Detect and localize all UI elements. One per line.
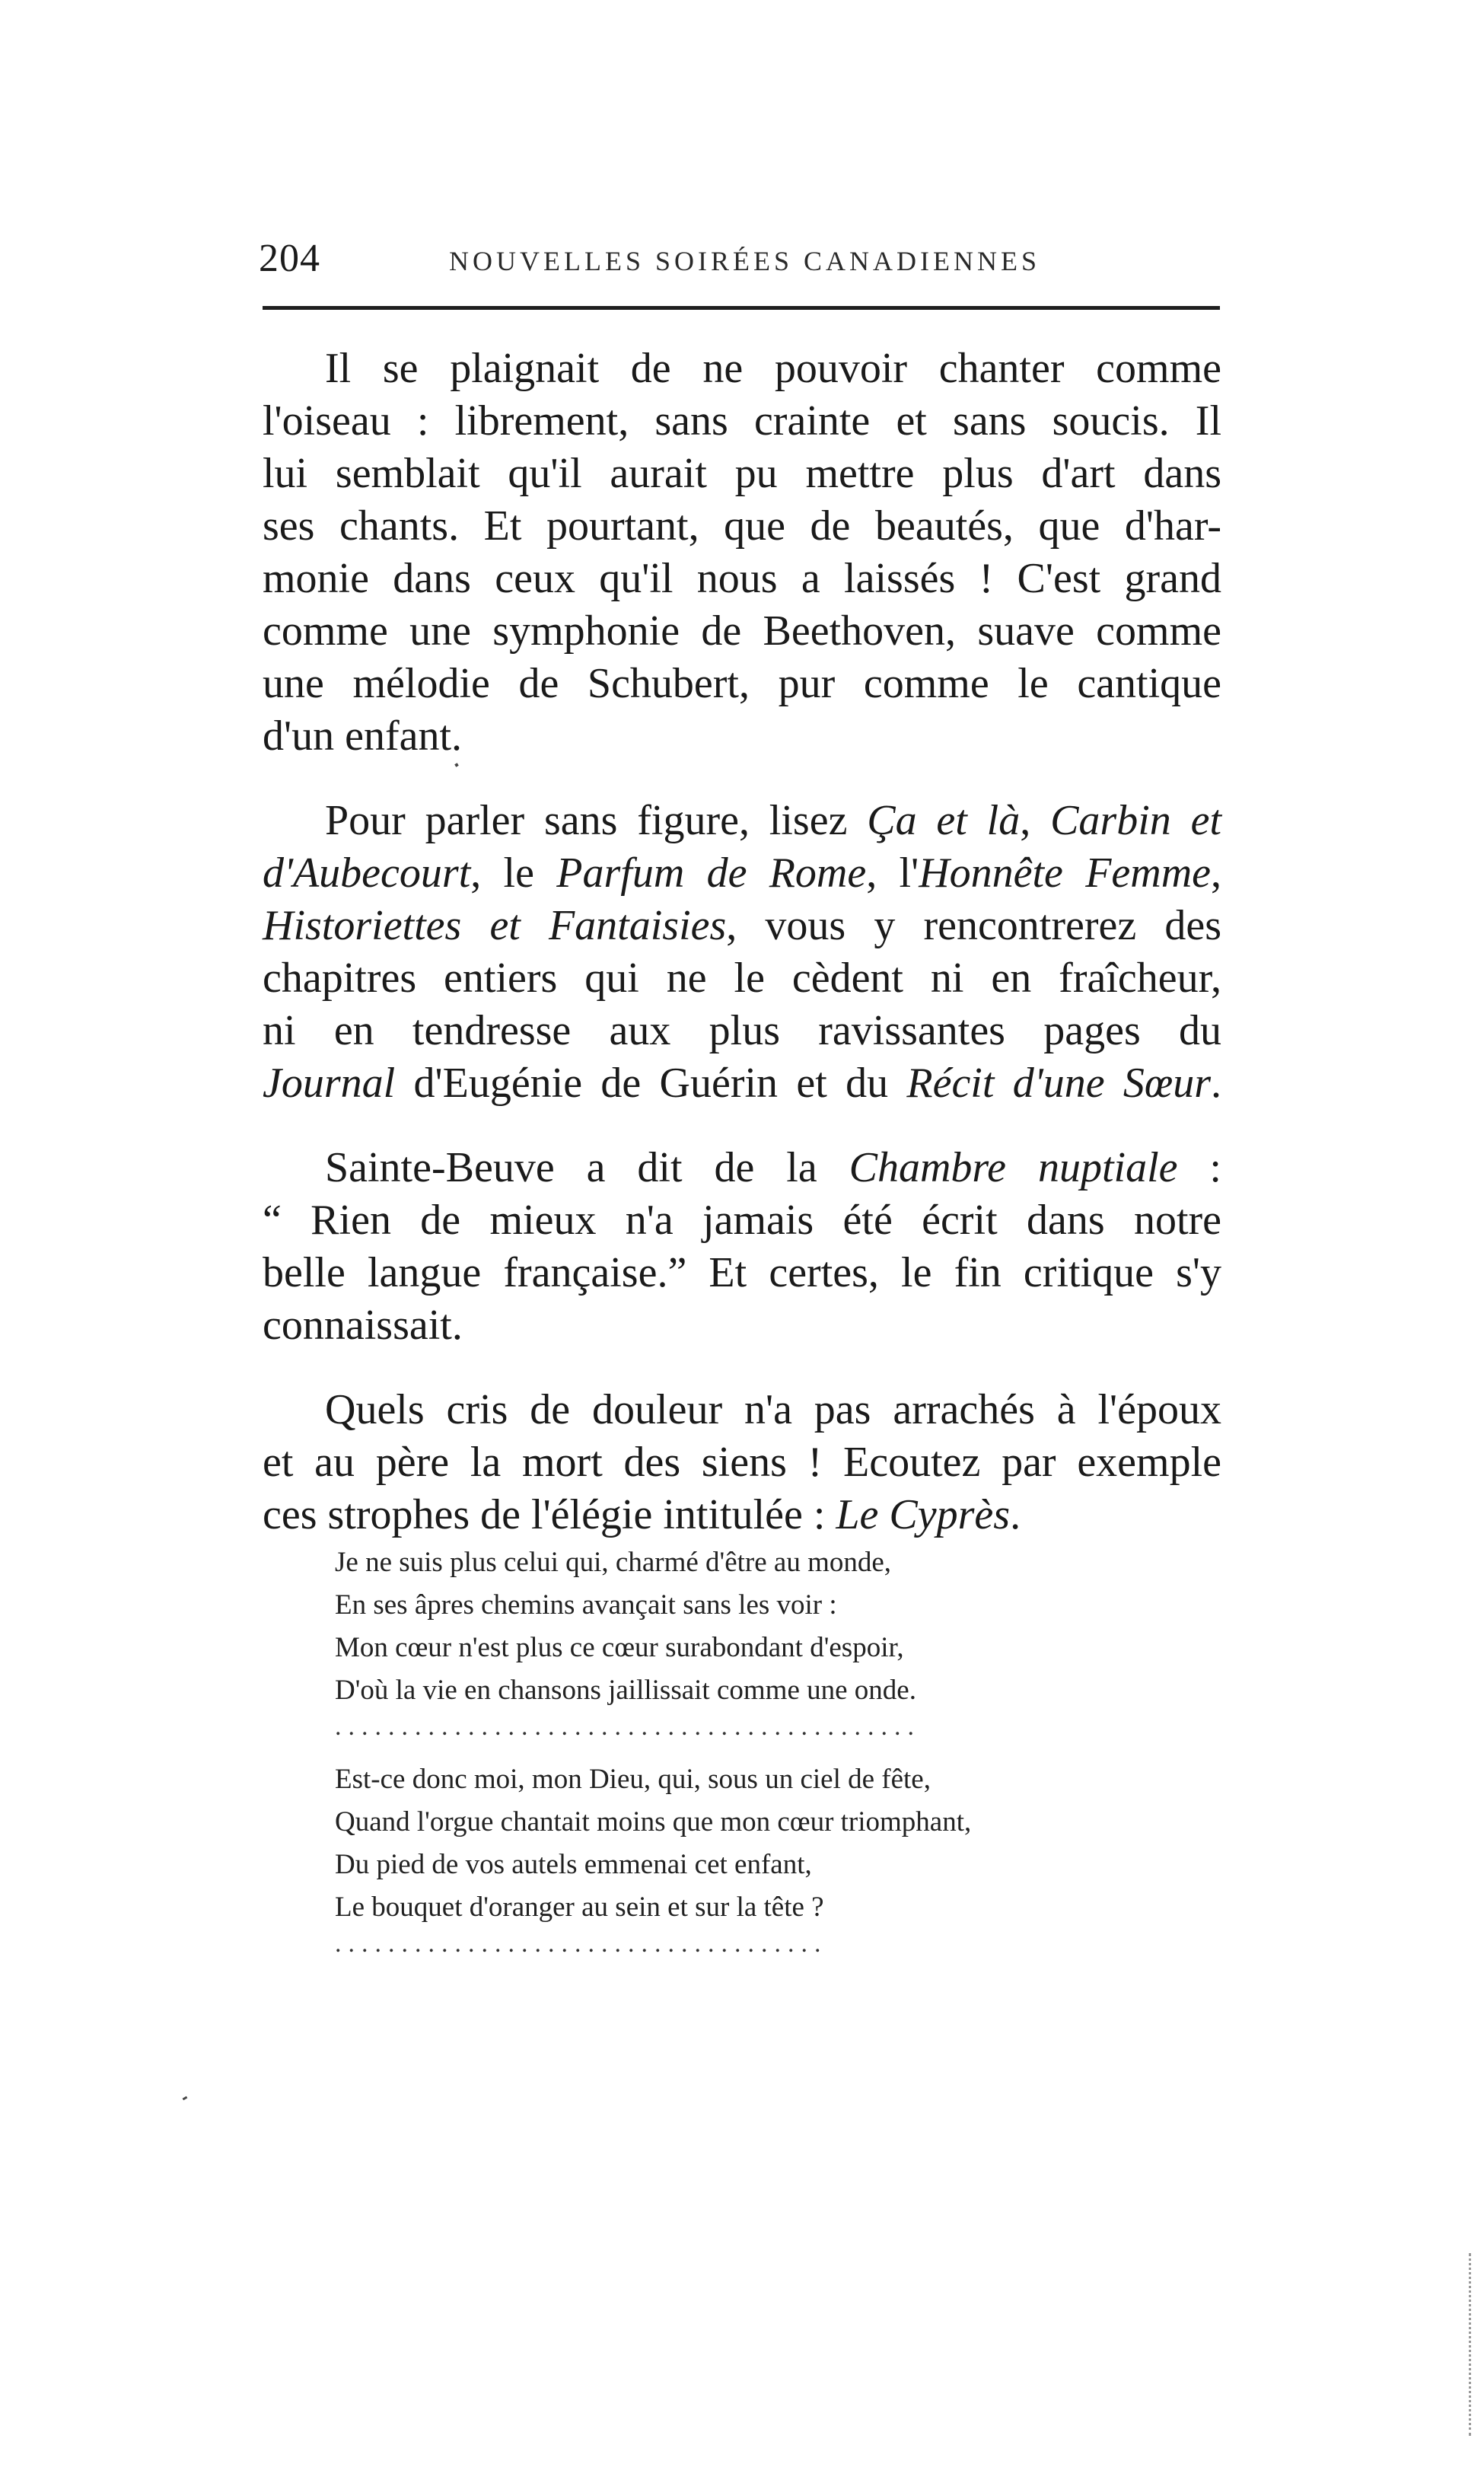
book-title-aubecourt: d'Aubecourt — [263, 849, 471, 897]
verse-line: Quand l'orgue chantait moins que mon cœur triomphant, — [335, 1806, 972, 1838]
text-line — [263, 1142, 1221, 1194]
page-number: 204 — [259, 237, 320, 280]
text-line: Il se plaignait de ne pouvoir chanter comme — [325, 345, 1221, 392]
text-line: Quels cris de douleur n'a pas arrachés à l'époux — [325, 1386, 1221, 1433]
book-title-ca-et-la: Ça et là — [867, 797, 1021, 844]
text-run: ces strophes de l'élégie intitulée : — [263, 1491, 836, 1538]
verse-line: Le bouquet d'oranger au sein et sur la tête ? — [335, 1892, 824, 1923]
text-run: d'Eugénie de Guérin et du — [395, 1060, 907, 1107]
text-line: et au père la mort des siens ! Ecoutez par exemple — [263, 1439, 1221, 1486]
text-line: d'un enfant. — [263, 712, 463, 760]
verse-line: En ses âpres chemins avançait sans les voir : — [335, 1589, 837, 1621]
book-title-chambre-nuptiale: Chambre nuptiale — [849, 1144, 1178, 1191]
text-line: “ Rien de mieux n'a jamais été écrit dans notre — [263, 1197, 1221, 1244]
text-run: , l' — [866, 849, 919, 897]
page-header — [259, 228, 1225, 289]
text-line: connaissait. — [263, 1302, 463, 1349]
text-line — [263, 847, 1221, 900]
verse-line: Je ne suis plus celui qui, charmé d'être au monde, — [335, 1547, 892, 1578]
book-title-journal: Journal — [263, 1060, 396, 1107]
verse-line: Mon cœur n'est plus ce cœur surabondant d'espoir, — [335, 1632, 904, 1663]
paragraph-3 — [263, 1142, 1221, 1352]
paragraph-2 — [263, 795, 1221, 1110]
verse-stanza-2 — [335, 1758, 1195, 1959]
header-rule — [263, 306, 1220, 310]
book-title-parfum: Parfum de Rome — [556, 849, 867, 897]
running-title: NOUVELLES SOIRÉES CANADIENNES — [449, 246, 1040, 276]
body-text — [263, 343, 1221, 1573]
text-run: . — [1211, 1060, 1221, 1107]
text-line: une mélodie de Schubert, pur comme le cantique — [263, 660, 1221, 707]
text-line: belle langue française.” Et certes, le fin critique s'y — [263, 1249, 1221, 1296]
book-title-carbin: Carbin et — [1050, 797, 1222, 844]
verse-line: Du pied de vos autels emmenai cet enfant, — [335, 1849, 812, 1880]
verse-stanza-1 — [335, 1541, 1195, 1742]
text-run: . — [1010, 1491, 1021, 1538]
text-line: ses chants. Et pourtant, que de beautés, que d'har- — [263, 502, 1221, 550]
paragraph-4 — [263, 1384, 1221, 1541]
ink-speck — [183, 2096, 188, 2101]
book-title-recit: Récit d'une Sœur — [906, 1060, 1211, 1107]
text-run: , — [1020, 797, 1051, 844]
text-line — [263, 900, 1221, 952]
page-edge-marks — [1469, 2253, 1474, 2436]
text-line: lui semblait qu'il aurait pu mettre plus d'art dans — [263, 450, 1221, 497]
text-run: , vous y rencontrerez des — [726, 902, 1221, 949]
text-line: chapitres entiers qui ne le cèdent ni en fraîcheur, — [263, 955, 1221, 1002]
text-line — [263, 795, 1221, 847]
text-run: , le — [470, 849, 557, 897]
book-title-historiettes: Historiettes et Fantaisies — [263, 902, 727, 949]
ellipsis-dots: ..................................... — [335, 1930, 828, 1958]
text-run: , — [1211, 849, 1221, 897]
text-line: ni en tendresse aux plus ravissantes pages du — [263, 1007, 1221, 1054]
verse-line: D'où la vie en chansons jaillissait comme une onde. — [335, 1675, 916, 1706]
ellipsis-dots: ............................................ — [335, 1713, 921, 1741]
poem-title-le-cypres: Le Cyprès — [836, 1491, 1011, 1538]
text-run: : — [1177, 1144, 1221, 1191]
text-line — [263, 1489, 1221, 1541]
text-run: Pour parler sans figure, lisez — [325, 797, 868, 844]
paragraph-1 — [263, 343, 1221, 763]
text-line: monie dans ceux qu'il nous a laissés ! C'est grand — [263, 555, 1221, 602]
text-line — [263, 1057, 1221, 1110]
verse-line: Est-ce donc moi, mon Dieu, qui, sous un ciel de fête, — [335, 1764, 931, 1795]
book-title-honnete-femme: Honnête Femme — [919, 849, 1211, 897]
text-run: Sainte-Beuve a dit de la — [325, 1144, 849, 1191]
text-line: l'oiseau : librement, sans crainte et sans soucis. Il — [263, 397, 1221, 445]
text-line: comme une symphonie de Beethoven, suave comme — [263, 607, 1221, 655]
